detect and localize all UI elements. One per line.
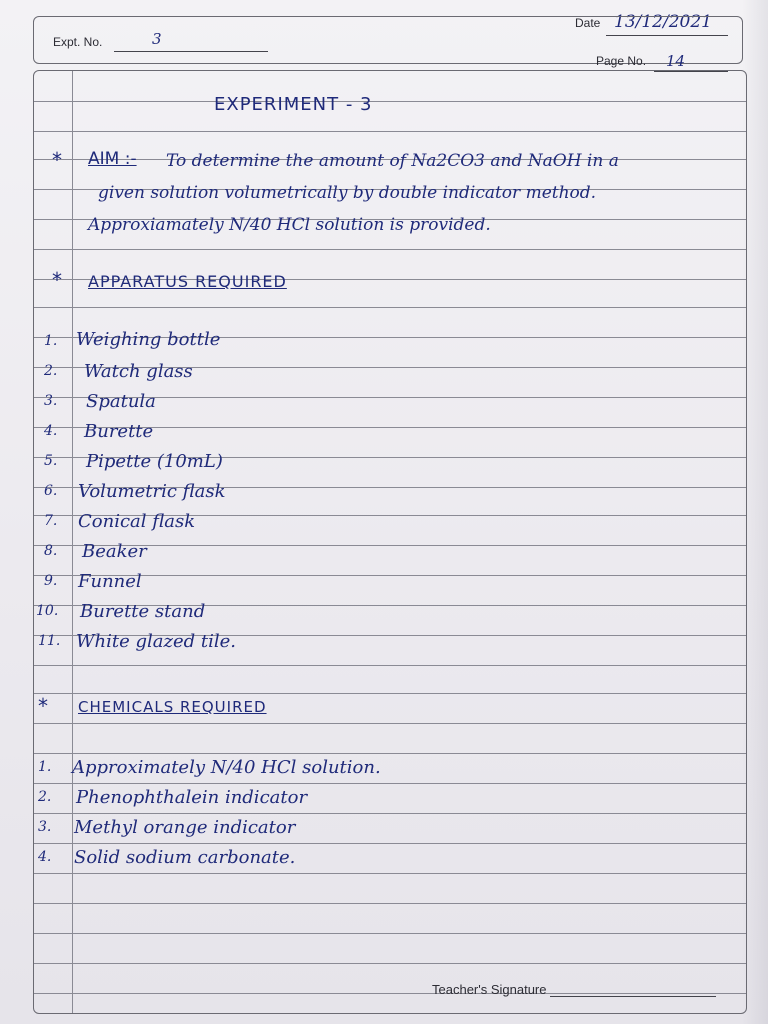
apparatus-item-number: 1. [44, 333, 58, 349]
apparatus-item: Burette [84, 421, 154, 442]
chemical-item: Solid sodium carbonate. [74, 847, 296, 868]
date-value: 13/12/2021 [614, 12, 712, 32]
apparatus-item-number: 4. [44, 423, 58, 439]
apparatus-item-number: 6. [44, 483, 58, 499]
apparatus-item-number: 8. [44, 543, 58, 559]
apparatus-item: Watch glass [84, 361, 193, 382]
apparatus-item: Weighing bottle [76, 329, 221, 350]
apparatus-item: Pipette (10mL) [86, 451, 223, 472]
chemical-item-number: 1. [38, 759, 52, 775]
chemical-item-number: 2. [38, 789, 52, 805]
apparatus-item: Funnel [78, 571, 142, 592]
chemical-item: Approximately N/40 HCl solution. [72, 757, 381, 778]
teacher-signature-label: Teacher's Signature [432, 982, 547, 997]
apparatus-item: Volumetric flask [78, 481, 226, 502]
apparatus-heading: APPARATUS REQUIRED [88, 272, 287, 291]
chemical-item: Methyl orange indicator [74, 817, 296, 838]
apparatus-item-number: 11. [38, 633, 61, 649]
aim-line-3: Approxiamately N/40 HCl solution is provided. [88, 215, 491, 235]
page-no-value: 14 [666, 52, 686, 70]
chemical-item: Phenophthalein indicator [76, 787, 308, 808]
date-label: Date [575, 16, 601, 30]
experiment-title: EXPERIMENT - 3 [214, 94, 373, 115]
apparatus-item: Conical flask [78, 511, 196, 532]
chemicals-heading: CHEMICALS REQUIRED [78, 698, 267, 716]
expt-no-underline [114, 51, 268, 52]
chemical-item-number: 4. [38, 849, 52, 865]
apparatus-item: Spatula [86, 391, 156, 412]
apparatus-item-number: 3. [44, 393, 58, 409]
margin-line [72, 71, 73, 1013]
chemicals-bullet: * [38, 694, 48, 718]
apparatus-item: Burette stand [80, 601, 206, 622]
expt-no-value: 3 [152, 30, 162, 48]
expt-no-label: Expt. No. [53, 35, 103, 49]
aim-label: AIM :- [88, 149, 137, 169]
aim-line-2: given solution volumetrically by double indicator method. [98, 183, 597, 203]
aim-line-1: To determine the amount of Na2CO3 and NaOH in a [166, 151, 619, 171]
chemical-item-number: 3. [38, 819, 52, 835]
apparatus-item: Beaker [82, 541, 147, 562]
apparatus-item-number: 5. [44, 453, 58, 469]
teacher-signature-line [550, 996, 716, 997]
apparatus-item-number: 9. [44, 573, 58, 589]
apparatus-bullet: * [52, 268, 62, 292]
page-no-label: Page No. [596, 54, 647, 68]
apparatus-item-number: 2. [44, 363, 58, 379]
apparatus-item: White glazed tile. [76, 631, 236, 652]
aim-bullet: * [52, 148, 62, 172]
apparatus-item-number: 10. [36, 603, 59, 619]
apparatus-item-number: 7. [44, 513, 58, 529]
